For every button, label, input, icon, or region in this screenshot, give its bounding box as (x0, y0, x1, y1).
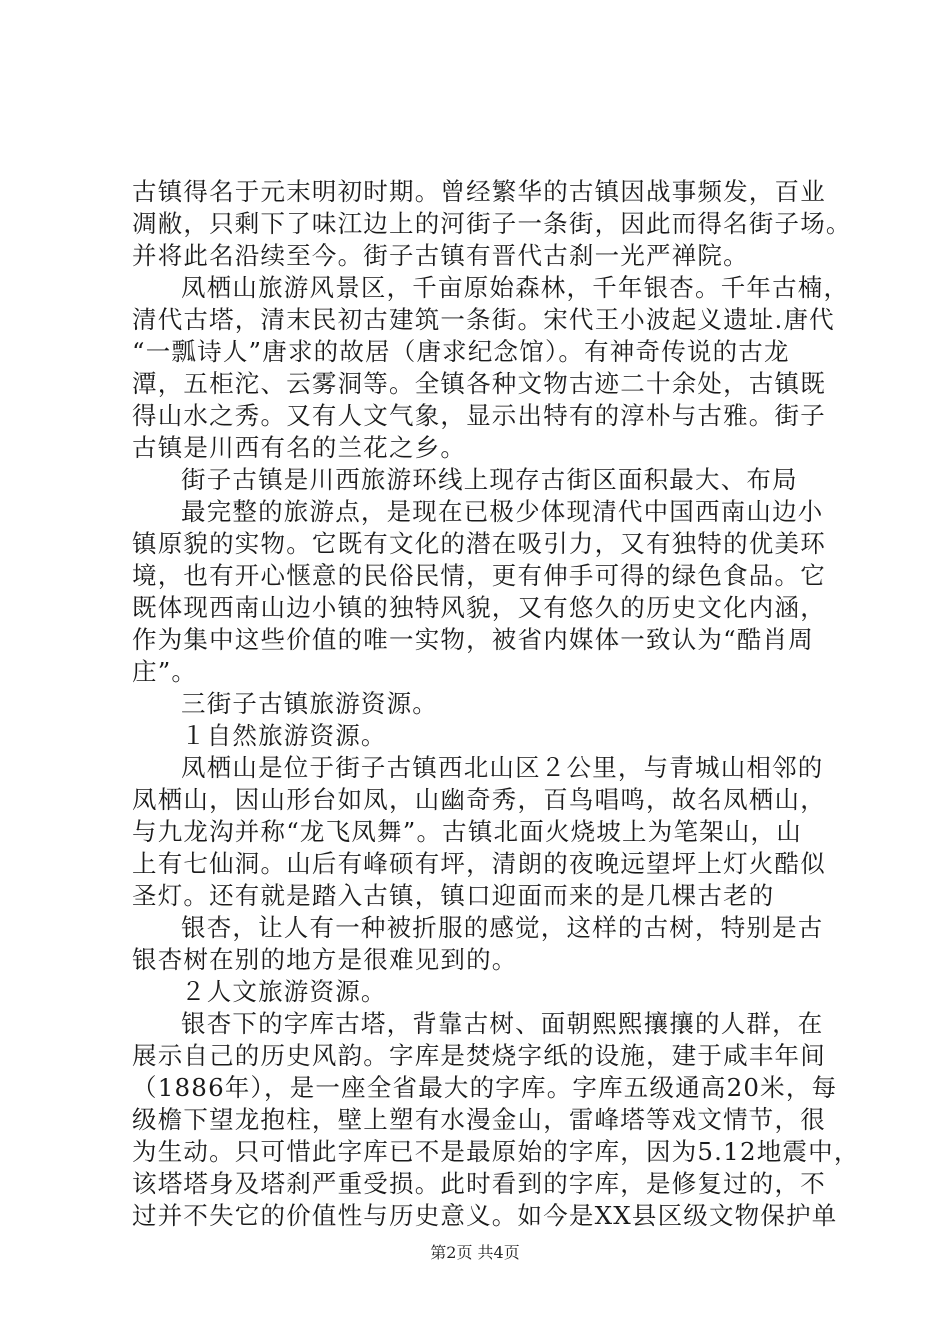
text-line: 潭，五柜沱、云雾洞等。全镇各种文物古迹二十余处，古镇既 (132, 369, 826, 398)
section-heading: 三街子古镇旅游资源。 (181, 689, 438, 718)
text-line: 银杏下的字库古塔，背靠古树、面朝熙熙攘攘的人群，在 (181, 1009, 824, 1038)
text-line: 最完整的旅游点，是现在已极少体现清代中国西南山边小 (181, 497, 824, 526)
text-line: 古镇是川西有名的兰花之乡。 (132, 433, 467, 462)
document-body (132, 176, 860, 1232)
text-line: 展示自己的历史风韵。字库是焚烧字纸的设施，建于咸丰年间 (132, 1041, 826, 1070)
subsection-heading: ２人文旅游资源。 (181, 977, 387, 1006)
page-number: 第2页 共4页 (430, 1243, 520, 1262)
text-line: 清代古塔，清末民初古建筑一条街。宋代王小波起义遗址.唐代 (132, 305, 835, 334)
text-line: 银杏树在别的地方是很难见到的。 (132, 945, 518, 974)
text-line: 该塔塔身及塔刹严重受损。此时看到的字库，是修复过的，不 (132, 1169, 826, 1198)
text-line: 与九龙沟并称“龙飞凤舞”。古镇北面火烧坡上为笔架山，山 (132, 817, 802, 846)
page-footer (0, 1243, 950, 1263)
text-line: 过并不失它的价值性与历史意义。如今是XX县区级文物保护单 (132, 1201, 838, 1230)
text-line: 凤栖山是位于街子古镇西北山区２公里，与青城山相邻的 (181, 753, 824, 782)
text-line: 境，也有开心惬意的民俗民情，更有伸手可得的绿色食品。它 (132, 561, 826, 590)
text-line: 既体现西南山边小镇的独特风貌，又有悠久的历史文化内涵， (132, 593, 826, 622)
text-line: 上有七仙洞。山后有峰硕有坪，清朗的夜晚远望坪上灯火酷似 (132, 849, 826, 878)
text-line: 凤栖山，因山形台如凤，山幽奇秀，百鸟唱鸣，故名凤栖山， (132, 785, 826, 814)
text-line: 凤栖山旅游风景区，千亩原始森林，千年银杏。千年古楠， (181, 273, 850, 302)
subsection-heading: １自然旅游资源。 (181, 721, 387, 750)
text-line: 圣灯。还有就是踏入古镇，镇口迎面而来的是几棵古老的 (132, 881, 775, 910)
text-line: “一瓢诗人”唐求的故居（唐求纪念馆）。有神奇传说的古龙 (132, 337, 790, 366)
text-line: 级檐下望龙抱柱，壁上塑有水漫金山，雷峰塔等戏文情节，很 (132, 1105, 826, 1134)
text-line: 得山水之秀。又有人文气象，显示出特有的淳朴与古雅。街子 (132, 401, 826, 430)
text-line: 镇原貌的实物。它既有文化的潜在吸引力，又有独特的优美环 (132, 529, 826, 558)
text-line: 银杏，让人有一种被折服的感觉，这样的古树，特别是古 (181, 913, 824, 942)
text-line: 街子古镇是川西旅游环线上现存古街区面积最大、布局 (181, 465, 798, 494)
text-line: 古镇得名于元末明初时期。曾经繁华的古镇因战事频发，百业 (132, 177, 826, 206)
text-line: 作为集中这些价值的唯一实物，被省内媒体一致认为“酷肖周 (132, 625, 814, 654)
text-line: （1886年），是一座全省最大的字库。字库五级通高20米，每 (132, 1073, 838, 1102)
text-line: 庄”。 (132, 657, 198, 686)
text-line: 为生动。只可惜此字库已不是最原始的字库，因为5.12地震中， (132, 1137, 860, 1166)
text-line: 凋敝，只剩下了味江边上的河街子一条街，因此而得名街子场。 (132, 209, 852, 238)
text-line: 并将此名沿续至今。街子古镇有晋代古刹一光严禅院。 (132, 241, 749, 270)
